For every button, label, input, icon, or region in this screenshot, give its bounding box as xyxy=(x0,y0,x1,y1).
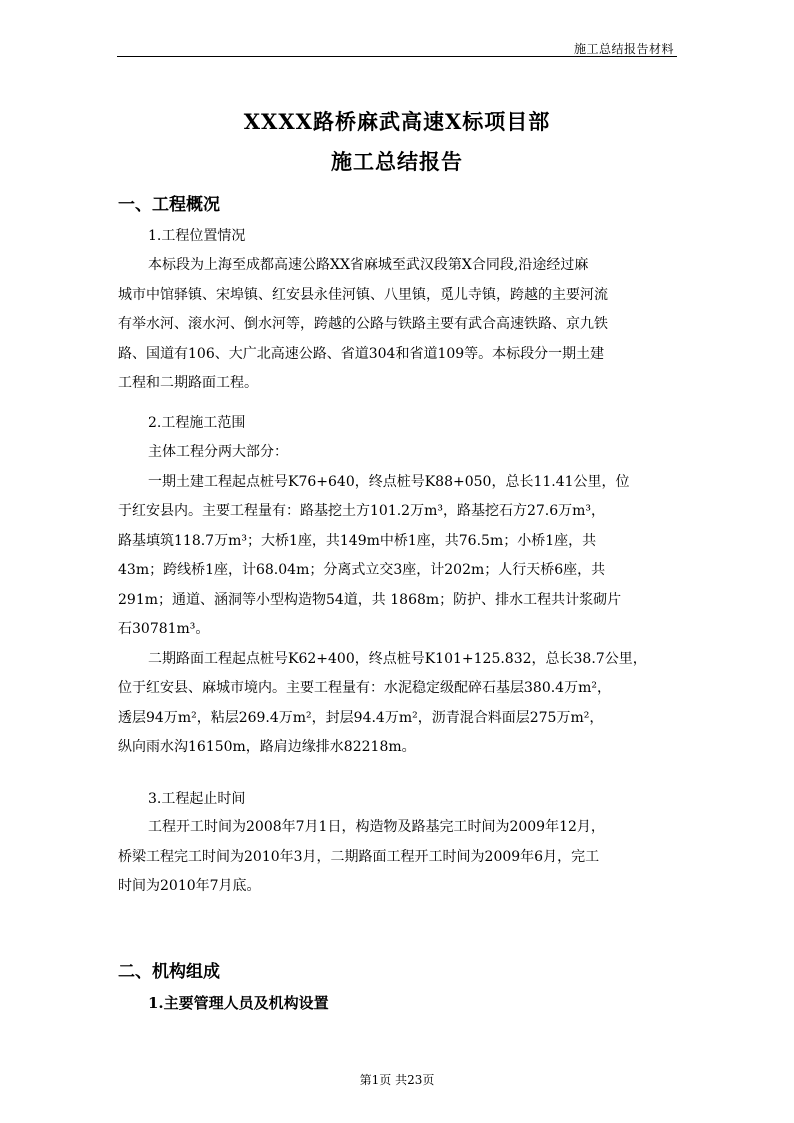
text-line: 路、国道有106、大广北高速公路、省道304和省道109等。本标段分一期土建 xyxy=(118,345,605,362)
text-line: 291m；通道、涵洞等小型构造物54道，共 1868m；防护、排水工程共计浆砌片 xyxy=(118,591,622,608)
text-line: 一期土建工程起点桩号K76+640，终点桩号K88+050，总长11.41公里，位 xyxy=(148,473,630,490)
section-heading-organization: 二、机构组成 xyxy=(118,962,220,982)
text-line: 43m；跨线桥1座，计68.04m；分离式立交3座，计202m；人行天桥6座，共 xyxy=(118,562,606,578)
header-doc-label: 施工总结报告材料 xyxy=(573,42,674,56)
subsection-heading-scope: 2.工程施工范围 xyxy=(148,415,246,431)
paragraph-schedule xyxy=(118,813,676,902)
text-line: 透层94万m²，粘层269.4万m²，封层94.4万m²，沥青混合料面层275万m²， xyxy=(118,709,604,726)
text-line: 路基填筑118.7万m³；大桥1座，共149m中桥1座，共76.5m；小桥1座，共 xyxy=(118,532,597,549)
text-line: 时间为2010年7月底。 xyxy=(118,878,261,894)
text-line: 工程和二期路面工程。 xyxy=(118,375,258,391)
document-subtitle: 施工总结报告 xyxy=(331,149,463,174)
section-heading-overview: 一、工程概况 xyxy=(118,195,220,215)
text-line: 城市中馆驿镇、宋埠镇、红安县永佳河镇、八里镇，觅儿寺镇，跨越的主要河流 xyxy=(118,286,608,303)
text-line: 纵向雨水沟16150m，路肩边缘排水82218m。 xyxy=(118,739,416,755)
text-line: 有举水河、滚水河、倒水河等，跨越的公路与铁路主要有武合高速铁路、京九铁 xyxy=(118,316,608,332)
paragraph-scope xyxy=(118,438,676,763)
subsection-heading-location: 1.工程位置情况 xyxy=(148,228,246,244)
page-number: 第1页 共23页 xyxy=(359,1073,435,1087)
text-line: 石30781m³。 xyxy=(118,621,210,637)
text-line: 工程开工时间为2008年7月1日，构造物及路基完工时间为2009年12月， xyxy=(148,819,605,835)
text-line: 二期路面工程起点桩号K62+400，终点桩号K101+125.832，总长38.7公里， xyxy=(148,650,647,667)
text-line: 位于红安县、麻城市境内。主要工程量有：水泥稳定级配碎石基层380.4万m²， xyxy=(118,680,611,696)
text-line: 本标段为上海至成都高速公路XX省麻城至武汉段第X合同段,沿途经过麻 xyxy=(148,257,589,273)
header-divider xyxy=(117,56,677,57)
text-line: 桥梁工程完工时间为2010年3月，二期路面工程开工时间为2009年6月，完工 xyxy=(118,848,600,865)
paragraph-location xyxy=(118,251,676,399)
document-title: XXXX路桥麻武高速X标项目部 xyxy=(243,109,551,134)
subsection-heading-schedule: 3.工程起止时间 xyxy=(148,791,246,807)
subsection-heading-personnel: 1.主要管理人员及机构设置 xyxy=(148,994,329,1012)
text-line: 主体工程分两大部分： xyxy=(148,444,288,460)
text-line: 于红安县内。主要工程量有：路基挖土方101.2万m³，路基挖石方27.6万m³， xyxy=(118,503,606,519)
